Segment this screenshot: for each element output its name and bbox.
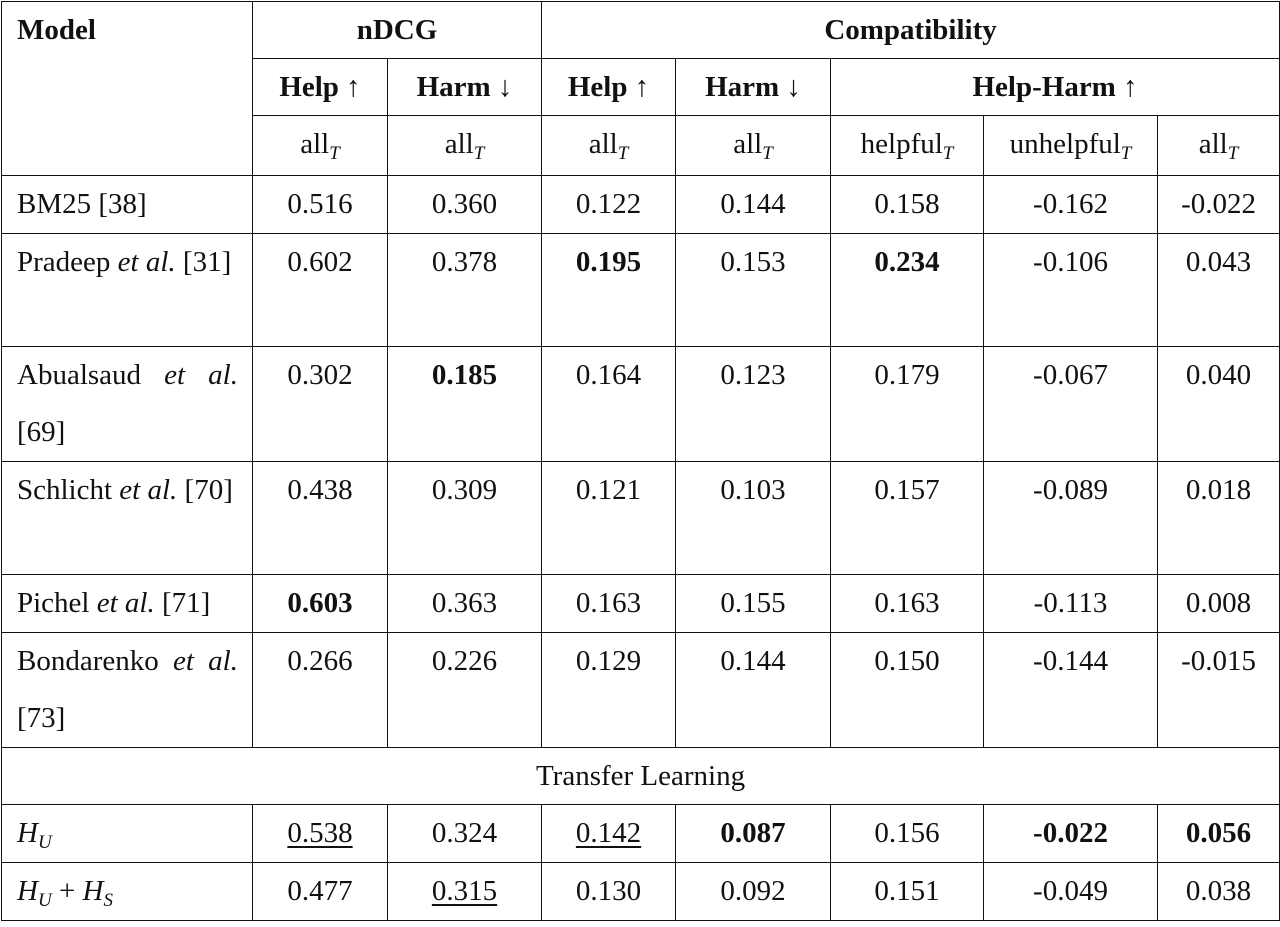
header-compat-help-label: Help ↑: [567, 71, 650, 103]
value-cell: 0.038: [1158, 863, 1280, 921]
header-compat-help: [542, 59, 676, 116]
value-cell: 0.130: [542, 863, 676, 921]
model-name: [2, 462, 253, 575]
subset-unhelpful: [984, 116, 1158, 176]
model-name: [2, 633, 253, 748]
value-cell-best: 0.056: [1158, 805, 1280, 863]
subset-all: [542, 116, 676, 176]
model-name-ref: [31]: [175, 246, 232, 278]
model-plus: +: [51, 875, 83, 907]
model-name-ref: [70]: [177, 474, 233, 506]
value-cell: 0.144: [676, 633, 831, 748]
value-cell: 0.043: [1158, 234, 1280, 347]
value-cell: 0.155: [676, 575, 831, 633]
model-symbol: H: [17, 817, 38, 849]
value-cell: 0.602: [253, 234, 388, 347]
value-cell-second: [253, 805, 388, 863]
model-name-text: BM25 [38]: [17, 188, 147, 220]
model-name: [2, 234, 253, 347]
header-compat-harm-label: Harm ↓: [705, 71, 801, 103]
value-cell: 0.153: [676, 234, 831, 347]
table-row: [2, 176, 1280, 234]
subset-all: [388, 116, 542, 176]
value-cell-best: -0.022: [984, 805, 1158, 863]
model-name-etal: et al.: [164, 359, 238, 391]
header-ndcg-label: nDCG: [356, 14, 438, 46]
value-cell-best: 0.234: [831, 234, 984, 347]
model-name-text: Schlicht: [17, 474, 120, 506]
subset-sub: T: [1120, 143, 1132, 164]
subset-sub: T: [617, 143, 629, 164]
value-cell: 0.092: [676, 863, 831, 921]
subset-all-base: all: [588, 128, 618, 160]
model-name: [2, 863, 253, 921]
model-symbol: H: [17, 875, 38, 907]
subset-all: [253, 116, 388, 176]
value-cell: 0.363: [388, 575, 542, 633]
value-cell: 0.121: [542, 462, 676, 575]
header-ndcg-help: [253, 59, 388, 116]
model-name: [2, 575, 253, 633]
value-cell-second: [388, 863, 542, 921]
value-cell: 0.018: [1158, 462, 1280, 575]
value-cell-best: 0.195: [542, 234, 676, 347]
value-cell: 0.129: [542, 633, 676, 748]
value-cell: -0.022: [1158, 176, 1280, 234]
value-cell: 0.144: [676, 176, 831, 234]
value-cell: -0.015: [1158, 633, 1280, 748]
table-row: [2, 575, 1280, 633]
value-cell: -0.089: [984, 462, 1158, 575]
value-cell: 0.516: [253, 176, 388, 234]
table-row: [2, 805, 1280, 863]
section-row: [2, 748, 1280, 805]
value-cell: 0.438: [253, 462, 388, 575]
value-cell: 0.040: [1158, 347, 1280, 462]
value-cell: -0.144: [984, 633, 1158, 748]
model-symbol: H: [82, 875, 104, 907]
model-symbol-sub: U: [37, 832, 52, 853]
value-cell: -0.106: [984, 234, 1158, 347]
value-cell: -0.067: [984, 347, 1158, 462]
value-cell: 0.151: [831, 863, 984, 921]
value-cell: 0.164: [542, 347, 676, 462]
header-ndcg: [253, 2, 542, 59]
model-name: [2, 176, 253, 234]
value-cell: -0.049: [984, 863, 1158, 921]
subset-all-base: all: [444, 128, 474, 160]
value-cell-best: 0.185: [388, 347, 542, 462]
results-table: [1, 1, 1280, 921]
value-cell: 0.150: [831, 633, 984, 748]
subset-helpful: [831, 116, 984, 176]
value-underlined: 0.538: [287, 817, 353, 849]
subset-sub: T: [329, 143, 340, 164]
model-name-etal: et al.: [117, 246, 176, 278]
subset-all: [1158, 116, 1280, 176]
header-help-harm-label: Help-Harm ↑: [972, 71, 1138, 103]
value-cell: 0.477: [253, 863, 388, 921]
model-symbol-sub: S: [103, 890, 113, 911]
header-ndcg-harm-label: Harm ↓: [416, 71, 513, 103]
model-name-ref: [73]: [17, 702, 66, 734]
value-cell-best: 0.603: [253, 575, 388, 633]
model-name: [2, 347, 253, 462]
table-row: [2, 633, 1280, 748]
header-compatibility: [542, 2, 1280, 59]
value-cell: 0.226: [388, 633, 542, 748]
header-help-harm: [831, 59, 1280, 116]
subset-sub: T: [1227, 143, 1239, 164]
value-cell: 0.360: [388, 176, 542, 234]
section-transfer-learning: Transfer Learning: [2, 748, 1280, 805]
value-cell: 0.157: [831, 462, 984, 575]
header-compat-harm: [676, 59, 831, 116]
value-underlined: 0.315: [431, 875, 498, 907]
subset-helpful-base: helpful: [860, 128, 943, 160]
value-cell: 0.008: [1158, 575, 1280, 633]
value-cell: 0.163: [542, 575, 676, 633]
header-row-groups: [2, 2, 1280, 59]
subset-all: [676, 116, 831, 176]
header-compatibility-label: Compatibility: [824, 14, 997, 46]
subset-sub: T: [473, 143, 485, 164]
model-name-etal: et al.: [96, 587, 155, 619]
model-name-text: Abualsaud: [17, 359, 165, 391]
value-cell: 0.309: [388, 462, 542, 575]
subset-all-base: all: [1198, 128, 1228, 160]
model-name: [2, 805, 253, 863]
header-model: [2, 2, 253, 176]
table-row: [2, 347, 1280, 462]
model-name-etal: et al.: [173, 645, 238, 677]
table-row: [2, 234, 1280, 347]
value-cell: 0.378: [388, 234, 542, 347]
value-cell: 0.156: [831, 805, 984, 863]
model-name-text: Bondarenko: [17, 645, 173, 677]
value-cell: 0.123: [676, 347, 831, 462]
subset-unhelpful-base: unhelpful: [1009, 128, 1121, 160]
subset-sub: T: [942, 143, 954, 164]
value-cell: 0.266: [253, 633, 388, 748]
value-cell: 0.179: [831, 347, 984, 462]
value-underlined: 0.142: [575, 817, 642, 849]
model-symbol-sub: U: [37, 890, 52, 911]
subset-all-base: all: [733, 128, 763, 160]
value-cell-second: [542, 805, 676, 863]
subset-all-base: all: [300, 128, 330, 160]
value-cell: 0.163: [831, 575, 984, 633]
value-cell: 0.302: [253, 347, 388, 462]
value-cell: 0.122: [542, 176, 676, 234]
value-cell: -0.113: [984, 575, 1158, 633]
model-name-ref: [71]: [154, 587, 211, 619]
header-model-label: Model: [17, 14, 96, 46]
model-name-text: Pradeep: [17, 246, 118, 278]
model-name-etal: et al.: [119, 474, 178, 506]
value-cell-best: 0.087: [676, 805, 831, 863]
model-name-ref: [69]: [17, 416, 66, 448]
table-row: [2, 462, 1280, 575]
table-row: [2, 863, 1280, 921]
model-name-text: Pichel: [17, 587, 97, 619]
value-cell: 0.103: [676, 462, 831, 575]
value-cell: 0.158: [831, 176, 984, 234]
subset-sub: T: [762, 143, 773, 164]
value-cell: 0.324: [388, 805, 542, 863]
header-ndcg-help-label: Help ↑: [279, 71, 361, 103]
header-ndcg-harm: [388, 59, 542, 116]
value-cell: -0.162: [984, 176, 1158, 234]
